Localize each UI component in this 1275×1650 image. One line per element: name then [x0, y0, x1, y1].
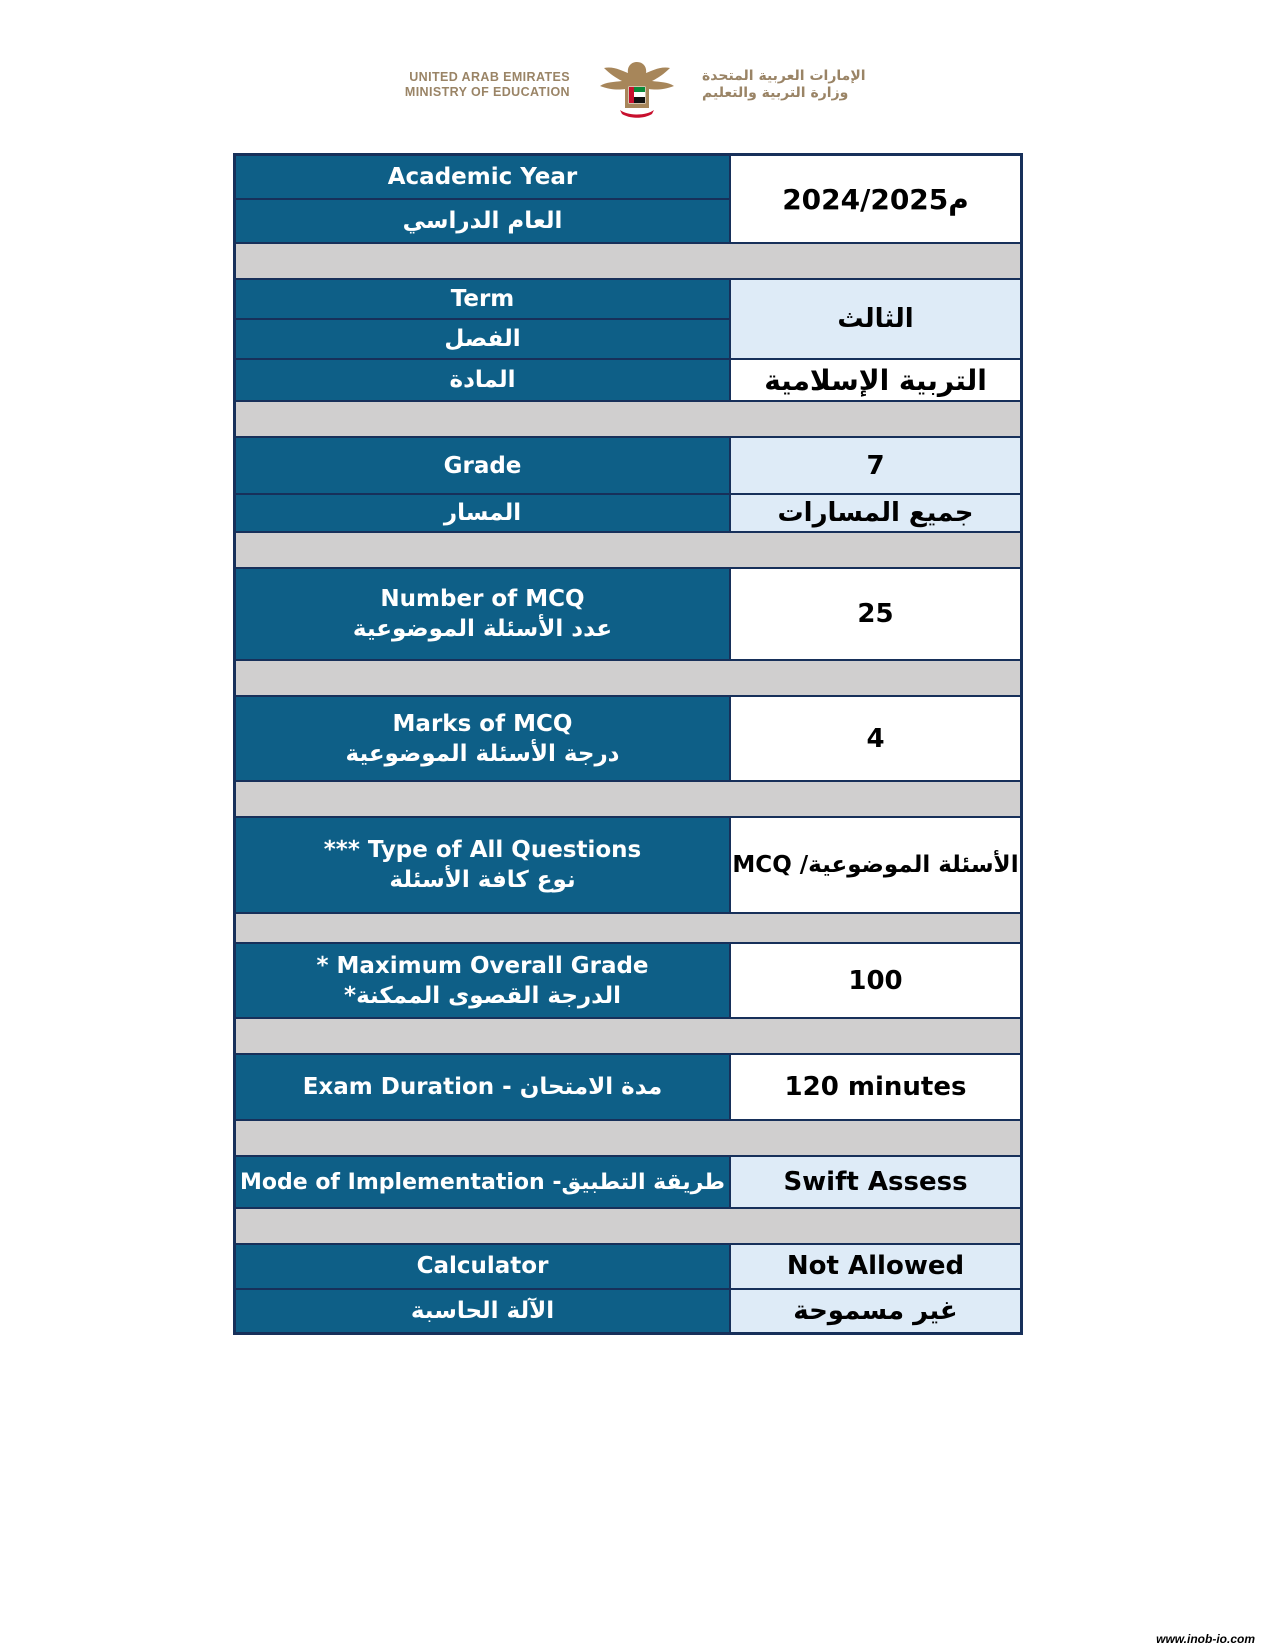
label-stream [236, 495, 731, 531]
spacer-row [236, 661, 1020, 697]
mcq-marks-label-en: Marks of MCQ [392, 710, 573, 737]
header-ar-line1: الإمارات العربية المتحدة [702, 68, 866, 84]
academic-year-label-en: Academic Year [387, 164, 578, 190]
stream-value: جميع المسارات [731, 495, 1020, 531]
mcq-marks-value: 4 [731, 697, 1020, 780]
spacer-row [236, 914, 1020, 944]
spacer-row [236, 1209, 1020, 1245]
exam-info-table [233, 153, 1023, 1335]
footer-website: www.inob-io.com [1156, 1632, 1255, 1646]
label-max-grade [236, 944, 731, 1017]
grade-label-en: Grade [443, 452, 522, 479]
calculator-label-en: Calculator [416, 1253, 549, 1280]
row-stream [236, 495, 1020, 533]
max-grade-label-en: * Maximum Overall Grade [316, 952, 649, 979]
mcq-number-label-en: Number of MCQ [380, 586, 585, 612]
subject-label-ar: المادة [449, 367, 516, 393]
row-subject [236, 360, 1020, 402]
calculator-values [731, 1245, 1020, 1332]
max-grade-label-ar: الدرجة القصوى الممكنة* [344, 982, 621, 1009]
mode-label: Mode of Implementation -طريقة التطبيق [239, 1169, 725, 1195]
stream-label-ar: المسار [443, 500, 522, 526]
row-max-grade [236, 944, 1020, 1019]
spacer-row [236, 1019, 1020, 1055]
question-type-label-ar: نوع كافة الأسئلة [389, 867, 576, 893]
mcq-number-value: 25 [731, 569, 1020, 659]
duration-value: 120 minutes [731, 1055, 1020, 1119]
mcq-number-label-ar: عدد الأسئلة الموضوعية [352, 616, 613, 642]
row-grade [236, 438, 1020, 495]
label-mode [236, 1157, 731, 1207]
row-mcq-marks [236, 697, 1020, 782]
label-mcq-marks [236, 697, 731, 780]
calculator-value-ar: غير مسموحة [731, 1288, 1020, 1333]
row-mcq-number [236, 569, 1020, 661]
row-term [236, 280, 1020, 360]
mcq-marks-label-ar: درجة الأسئلة الموضوعية [345, 740, 620, 767]
calculator-label-ar: الآلة الحاسبة [236, 1288, 729, 1333]
spacer-row [236, 533, 1020, 569]
academic-year-value: 2024/2025م [731, 156, 1020, 242]
row-mode [236, 1157, 1020, 1209]
header-ar-line2: وزارة التربية والتعليم [702, 85, 849, 101]
row-question-type [236, 818, 1020, 914]
grade-value: 7 [731, 438, 1020, 493]
label-question-type [236, 818, 731, 912]
subject-value: التربية الإسلامية [731, 360, 1020, 400]
label-calculator [236, 1245, 731, 1332]
term-value: الثالث [731, 280, 1020, 358]
calculator-value-en: Not Allowed [731, 1245, 1020, 1288]
header-en-line2: MINISTRY OF EDUCATION [404, 85, 570, 99]
row-duration [236, 1055, 1020, 1121]
academic-year-label-ar: العام الدراسي [236, 198, 729, 242]
label-mcq-number [236, 569, 731, 659]
label-subject [236, 360, 731, 400]
label-grade [236, 438, 731, 493]
spacer-row [236, 402, 1020, 438]
question-type-label-en: *** Type of All Questions [323, 837, 642, 863]
row-academic-year [236, 156, 1020, 244]
spacer-row [236, 1121, 1020, 1157]
header-en-line1: UNITED ARAB EMIRATES [409, 70, 570, 84]
ministry-header [330, 54, 950, 120]
ministry-name-english [340, 70, 570, 100]
ministry-name-arabic [702, 68, 942, 102]
question-type-value: الأسئلة الموضوعية/ MCQ [731, 818, 1020, 912]
term-label-en: Term [450, 286, 515, 312]
label-term [236, 280, 731, 358]
mode-value: Swift Assess [731, 1157, 1020, 1207]
row-calculator [236, 1245, 1020, 1332]
uae-emblem-icon [592, 58, 682, 120]
spacer-row [236, 244, 1020, 280]
max-grade-value: 100 [731, 944, 1020, 1017]
label-duration [236, 1055, 731, 1119]
label-academic-year [236, 156, 731, 242]
duration-label: Exam Duration - مدة الامتحان [302, 1074, 663, 1100]
spacer-row [236, 782, 1020, 818]
term-label-ar: الفصل [236, 318, 729, 358]
